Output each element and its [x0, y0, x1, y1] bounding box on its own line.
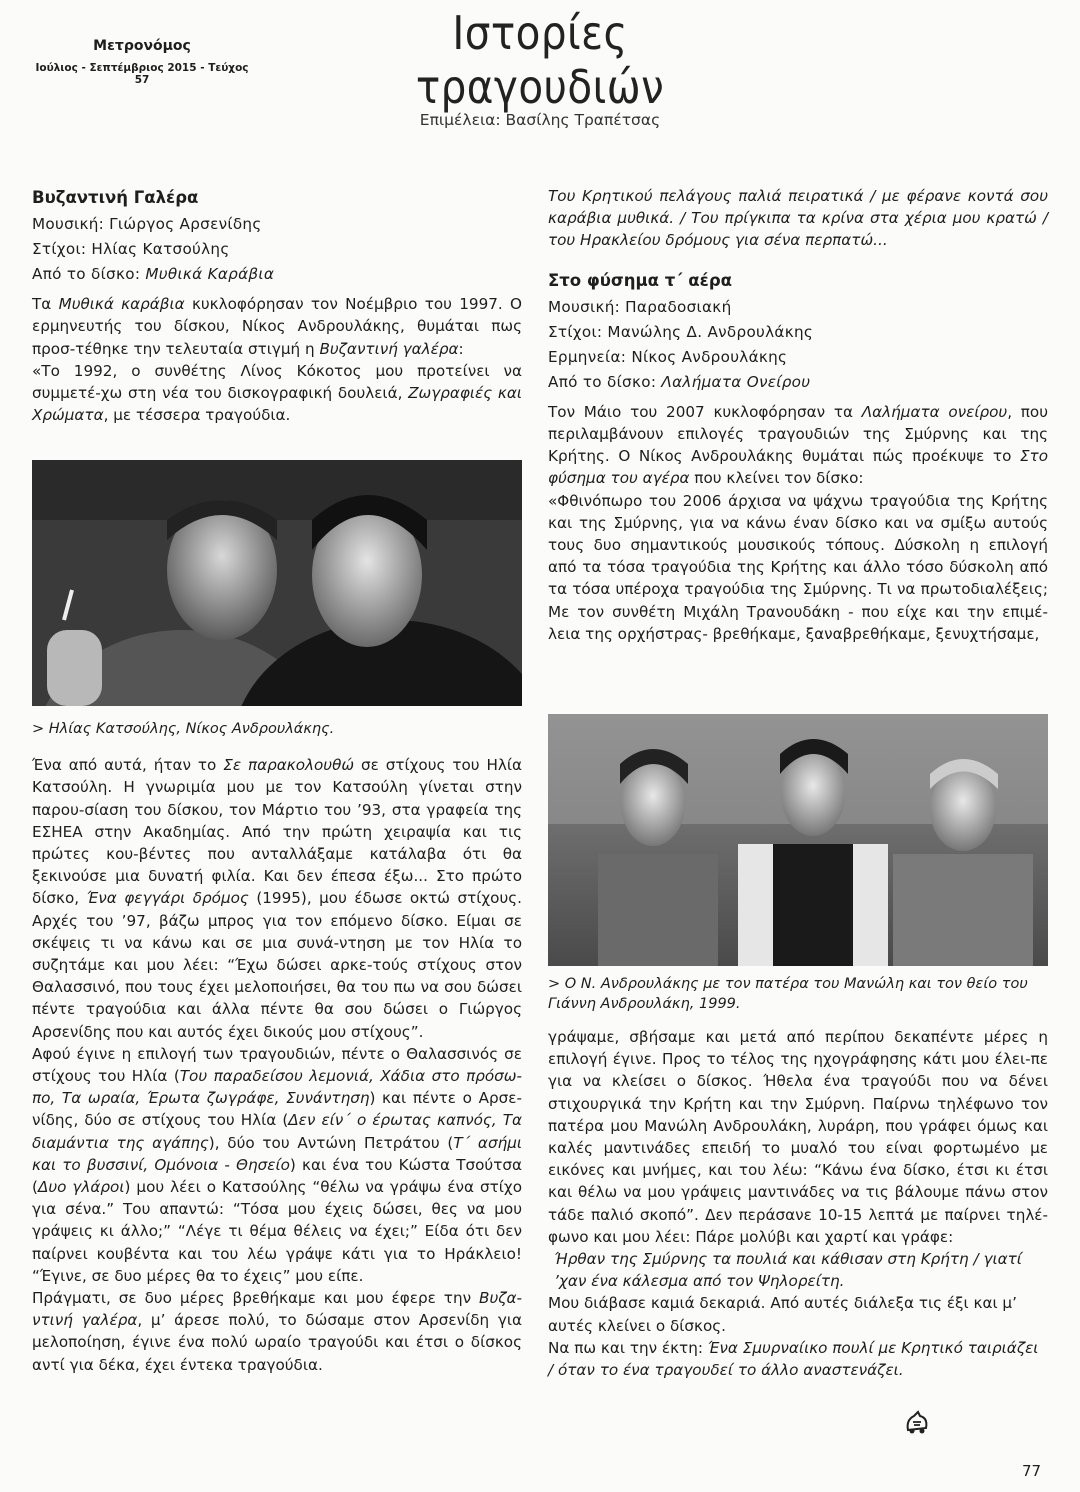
text-run: Λαλήματα ονείρου	[861, 402, 1008, 421]
song1-para1	[32, 293, 522, 360]
song2-title: Στο φύσημα τ΄ αέρα	[548, 270, 732, 290]
text-run: (1995), μου έδωσε οκτώ στίχους. Αρχές του ’97, βάζω μπρος για τον επόμενο δίσκο. Είμαι σε σκέψεις τι να κάνω και σε μια συνά-ντηση με τον Ηλία το συζητάμε και μου λέει: “Έχω δώσει αρκε-τούς στίχους στον Θαλασσινό, που τους έχει μελοποιήσει, θα του πω να σου δώσει πέντε τραγούδια και άλλα πέντε θα σου δώσει ο Γιώργος Αρσενίδης που και αυτός έχει δικούς μου στίχους”.	[32, 889, 522, 1041]
song2-verse-text: Ήρθαν της Σμύρνης τα πουλιά και κάθισαν στη Κρήτη / γιατί ’χαν ένα κάλεσμα από τον Ψηλορείτη.	[554, 1250, 1022, 1291]
text-run: ), δύο του Αντώνη Πετράτου (	[208, 1133, 454, 1152]
song2-para5	[548, 1337, 1048, 1381]
text-run: ) και πέντε ο Αρσε-νίδης, δύο σε στίχους του Ηλία (	[32, 1089, 522, 1130]
text-run: Μυθικά καράβια	[58, 295, 185, 314]
text-run: Να πω και την έκτη:	[548, 1338, 708, 1357]
text-run: Ένα Σμυρναίικο πουλί με Κρητικό ταιριάζει / όταν το ένα τραγουδεί το άλλο αναστενάζει.	[548, 1338, 1039, 1380]
text-run: «Το 1992, ο συνθέτης Λίνος Κόκοτος μου προτείνει να συμμετέ-χω στη νέα του δισκογραφική δουλειά,	[32, 361, 522, 403]
text-run: Τ΄ ασήμι και το βυσσινί, Ομόνοια - Θησείο	[32, 1133, 522, 1174]
text-run: Πράγματι, σε δυο μέρες βρεθήκαμε και μου έφερε την	[32, 1289, 480, 1308]
song1-credits	[32, 212, 522, 287]
song2-para2	[548, 490, 1048, 645]
text-run: Ένα φεγγάρι δρόμος	[86, 889, 249, 908]
song2-para1	[548, 401, 1048, 490]
left-column-top	[32, 187, 522, 426]
text-run: Βυζα-ντινή γαλέρα	[32, 1289, 522, 1330]
song1-verse-text: Του Κρητικού πελάγους παλιά πειρατικά / με φέρανε κοντά σου καράβια μυθικά. / Του πρίγκιπα τα κρίνα στα χέρια μου κρατώ / του Ηρακλείου δρόμους για σένα περπατώ...	[548, 187, 1048, 250]
text-run: Δεν είν΄ ο έρωτας καπνός, Τα διαμάντια της αγάπης	[32, 1111, 522, 1152]
text-run: , με τέσσερα τραγούδια.	[103, 406, 291, 425]
editor-credit: Επιμέλεια: Βασίλης Τραπέτσας	[419, 111, 661, 129]
issue-info: Ιούλιος - Σεπτέμβριος 2015 - Τεύχος 57	[35, 62, 249, 86]
song2-music: Μουσική: Παραδοσιακή	[548, 297, 732, 316]
text-run: Βυζαντινή γαλέρα	[319, 339, 459, 358]
song1-verse	[548, 185, 1048, 252]
text-run: «Φθινόπωρο του 2006 άρχισα να ψάχνω τραγούδια της Κρήτης και της Σμύρνης, για να κάνω έναν δίσκο και να σμίξω αυτούς τους δυο σημαντικούς μουσικούς τόπους. Δύσκολη η επιλογή από τα τόσα τραγούδια της Κρήτης και άλλο τόσο δύσκολη από τα τόσα υπέροχα τραγούδια της Σμύρνης. Τι να πρωτοδιαλέξεις; Με τον συνθέτη Μιχάλη Τρανουδάκη - που είχε και την επιμέ-λεια της ορχήστρας- βρεθήκαμε, ξαναβρεθήκαμε, ξενυχτήσαμε,	[548, 491, 1048, 643]
text-run: Δυο γλάροι	[37, 1178, 125, 1197]
song2-lyrics: Στίχοι: Μανώλης Δ. Ανδρουλάκης	[548, 322, 814, 341]
song1-lyrics: Στίχοι: Ηλίας Κατσούλης	[32, 240, 230, 259]
song2-verse	[548, 1248, 1048, 1292]
song2-album: Λαλήματα Ονείρου	[661, 372, 811, 391]
magazine-header	[30, 38, 254, 86]
text-run: Ζωγραφιές και Χρώματα	[32, 384, 522, 425]
text-run: Του παραδείσου λεμονιά, Χάδια στο πρόσω-πο, Τα ωραία, Έρωτα ζωγράφε, Συνάντηση	[32, 1067, 522, 1108]
text-run: Στο φύσημα του αγέρα	[548, 447, 1048, 488]
song1-para3	[32, 754, 522, 1043]
text-run: που κλείνει τον δίσκο:	[689, 469, 864, 488]
text-run: Σε παρακολουθώ	[223, 756, 355, 775]
song1-para2	[32, 360, 522, 427]
song2-album-line	[548, 370, 1048, 395]
song2-para3	[548, 1026, 1048, 1248]
text-run: ) μου λέει ο Κατσούλης “θέλω να γράψω ένα στίχο για σένα.” Του απαντώ: “Τόσα μου έχεις δώσει, θες να μου γράψεις κι άλλο;” “Λέγε τι θέμα θέλεις να έχει;” Είδα ότι δεν παίρνει κουβέντα και του λέω γράψε κάτι για το Ηράκλειο! “Έγινε, σε δυο μέρες θα το έχεις” μου είπε.	[32, 1178, 522, 1285]
text-run: Τον Μάιο του 2007 κυκλοφόρησαν τα	[548, 402, 862, 421]
text-run: κυκλοφόρησαν τον Νοέμβριο του 1997. Ο ερμηνευτής του δίσκου, Νίκος Ανδρουλάκης, θυμάται πως προσ-τέθηκε την τελευταία στιγμή η	[32, 295, 522, 358]
song1-para5	[32, 1287, 522, 1376]
song2-album-prefix: Από το δίσκο:	[548, 372, 657, 391]
magazine-end-logo-icon	[904, 1410, 930, 1438]
photo-katsoulis-androulakis	[32, 460, 522, 706]
photo2-caption: > Ο Ν. Ανδρουλάκης με τον πατέρα του Μανώλη και τον θείο του Γιάννη Ανδρουλάκη, 1999.	[548, 976, 1028, 1012]
song1-album: Μυθικά Καράβια	[145, 265, 275, 284]
text-run: γράψαμε, σβήσαμε και μετά από περίπου δεκαπέντε μέρες η επιλογή έγινε. Προς το τέλος της ηχογράφησης κάτι μου έλει-πε για να κλείσει ο δίσκος. Ήθελα ένα τραγούδι που να δένει στιχουργικά την Κρήτη και την Σμύρνη. Παίρνω τηλέφωνο τον πατέρα μου Μανώλη Ανδρουλάκη, λυράρη, που γράφει όμως και καλές μαντινάδες επειδή το μυαλό του είναι φορτωμένο με εικόνες και μνήμες, και του λέω: “Κάνω ένα δίσκο, έτσι κι έτσι και θέλω να μου γράψεις μαντινάδες να τις βάλουμε πάνω στον τάδε παλιό σκοπό”. Δεν περάσανε 10-15 λεπτά με παίρνει τηλέ-φωνο και μου λέει: Πάρε μολύβι και χαρτί και γράφε:	[548, 1028, 1048, 1246]
right-column-bottom	[548, 974, 1048, 1381]
text-run: :	[458, 339, 464, 358]
right-column-top	[548, 185, 1048, 645]
song1-para4	[32, 1043, 522, 1287]
text-run: ) και ένα του Κώστα Τσούτσα (	[32, 1155, 522, 1197]
page-number: 77	[1022, 1462, 1042, 1480]
text-run: Ένα από αυτά, ήταν το	[32, 756, 224, 775]
text-run: , που περιλαμβάνουν επιλογές τραγουδιών της Σμύρνης και της Κρήτης. Ο Νίκος Ανδρουλάκης θυμάται πώς προέκυψε το	[548, 402, 1048, 466]
song1-album-line	[32, 262, 522, 287]
text-run: Τα	[32, 295, 59, 314]
song2-para4: Μου διάβασε καμιά δεκαριά. Από αυτές διάλεξα τις έξι και μ’ αυτές κλείνει ο δίσκος.	[548, 1294, 1017, 1335]
section-title: Ιστορίες τραγουδιών	[415, 6, 665, 114]
photo-androulakis-family	[548, 714, 1048, 966]
text-run: Αφού έγινε η επιλογή των τραγουδιών, πέντε ο Θαλασσινός σε στίχους του Ηλία (	[32, 1044, 522, 1086]
song2-performer: Ερμηνεία: Νίκος Ανδρουλάκης	[548, 347, 788, 366]
photo1-caption: > Ηλίας Κατσούλης, Νίκος Ανδρουλάκης.	[32, 721, 335, 737]
song1-title: Βυζαντινή Γαλέρα	[32, 188, 199, 207]
magazine-name: Μετρονόμος	[93, 38, 191, 54]
song1-album-prefix: Από το δίσκο:	[32, 265, 141, 284]
text-run: σε στίχους του Ηλία Κατσούλη. Η γνωριμία μου με τον Κατσούλη γίνεται στην παρου-σίαση του δίσκου, τον Μάρτιο του ’93, στα γραφεία της ΕΣΗΕΑ στην Ακαδημίας. Από την πρώτη χειραψία και τις πρώτες κου-βέντες που ανταλλάξαμε κατάλαβα ότι θα ξεκινούσε μια δυνατή φιλία. Και δεν έπεσα έξω... Στο πρώτο δίσκο,	[32, 756, 522, 908]
song2-credits	[548, 295, 1048, 395]
left-column-bottom	[32, 718, 522, 1376]
song1-music: Μουσική: Γιώργος Αρσενίδης	[32, 215, 262, 234]
text-run: , μ’ άρεσε πολύ, το δώσαμε στον Αρσενίδη για μελοποίηση, έγινε ένα πολύ ωραίο τραγούδι και έτσι ο δίσκος αντί για δέκα, έχει έντεκα τραγούδια.	[32, 1311, 523, 1374]
